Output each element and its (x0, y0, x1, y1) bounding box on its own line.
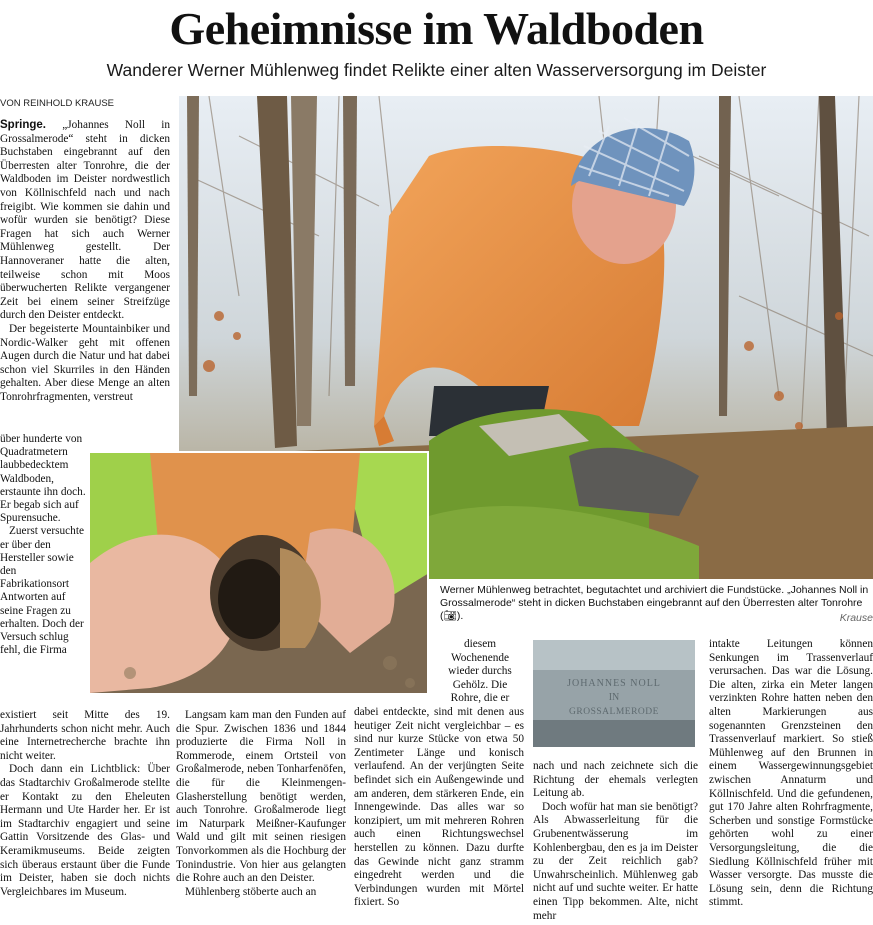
column-1-bottom (0, 709, 170, 899)
svg-text:GROSSALMERODE: GROSSALMERODE (569, 707, 659, 717)
column-1-top (0, 119, 170, 404)
paragraph: Zuerst versuchte er über den Hersteller sowie den Fabrikationsort Antworten auf seine Fragen zu erhalten. Doch der Versuch schlug fehl, die Firma (0, 525, 84, 657)
paragraph: über hunderte von Quadratmetern laubbedecktem Waldboden, erstaunte ihn doch. Er begab sich auf Spurensuche. (0, 433, 86, 525)
paragraph: Mühlenberg stöberte auch an (185, 885, 317, 898)
byline: VON REINHOLD KRAUSE (0, 98, 115, 109)
paragraph: Langsam kam man den Funden auf die Spur. Zwischen 1836 und 1844 produzierte die Firma Noll in Rommerode, einem Ortsteil von Großalmerode, neben Tonharfenöfen, die für die Kleinmengen-Glasherstellung benötigt werden, auch Tonrohre. Großalmerode liegt im Naturpark Meißner-Kaufunger Wald und gilt mit seinen riesigen Tonvorkommen als die Hochburg der Tonindustrie. Von hier aus gelangten die Rohre auch an den Deister. (176, 709, 346, 885)
hands-holding-pipe-illustration (90, 453, 429, 693)
paragraph: Doch dann ein Lichtblick: Über das Stadtarchiv Großalmerode stellte er Kontakt zu den Eheleuten Hermann und Ute Harder her. Er ist im Stadtarchiv engagiert und seine Gattin Vorsitzende des Glas- und Keramikmuseums. Beide zeigten sich überaus erstaunt über die Funde im Deister, haben sie doch nichts Vergleichbares im Museum. (0, 763, 170, 898)
camera-icon: 📷︎ (443, 610, 457, 623)
photo-credit: Krause (839, 612, 873, 624)
svg-text:JOHANNES NOLL: JOHANNES NOLL (567, 678, 661, 689)
paragraph: diesem Wochenende wieder durchs Gehölz. Die Rohre, die er (448, 638, 512, 705)
column-5 (709, 638, 873, 910)
lead-paragraph: Springe. „Johannes Noll in Grossalmerode“ steht in dicken Buchstaben eingebrannt auf den Überresten alter Tonrohre, die der Waldboden im Deister nordwestlich von Köllnischfeld nach und nach freigibt. Wie kommen sie dahin und wofür wurden sie benötigt? Diese Fragen hat sich auch Werner Mühlenweg gestellt. Der Hannoveraner hatte die alten, teilweise schon mit Moos überwucherten Relikte vergangener Zeit bei einem seiner Streifzüge durch den Deister entdeckt. (0, 119, 171, 322)
column-3-narrow (441, 638, 519, 706)
column-2 (176, 709, 346, 899)
column-1-narrow (0, 433, 86, 657)
inset-photo (90, 451, 429, 693)
paragraph: Doch wofür hat man sie benötigt? Als Abwasserleitung für die Grubenentwässerung im Kohlenbergbau, den es ja im Deister zu der Zeit reichlich gab? Unwahrscheinlich. Mühlenweg gab nicht auf und suchte weiter. Er hatte einen Tipp bekommen. Alte, nicht mehr (533, 800, 698, 922)
paragraph: nach und nach zeichnete sich die Richtung der ehemals verlegten Leitung ab. (533, 760, 698, 800)
pipe-stamp-photo (533, 640, 695, 747)
dateline: Springe. (0, 119, 47, 131)
subheadline: Wanderer Werner Mühlenweg findet Relikte einer alten Wasserversorgung im Deister (106, 60, 767, 80)
column-3 (354, 706, 524, 910)
paragraph: dabei entdeckte, sind mit denen aus heutiger Zeit nicht vergleichbar – es sind nur kurze Stücke von etwa 50 Zentimeter Länge und konisch verlaufend. An der verjüngten Seite befindet sich ein Außengewinde und am anderen, dem stärkeren Ende, ein Innengewinde. Das alles war so konzipiert, um mit mehreren Rohren auch einen Richtungswechsel herstellen zu können. Dazu durfte das Gewinde nicht ganz stramm eingedreht werden und die Verbindungen wurden mit Mörtel fixiert. So (354, 706, 524, 909)
pipe-stamp-illustration (533, 640, 695, 747)
photo-caption: Werner Mühlenweg betrachtet, begutachtet und archiviert die Fundstücke. „Johannes Noll in Grossalmerode“ steht in dicken Buchstaben eingebrannt auf den Überresten alter Tonrohre (📷︎). (440, 584, 869, 623)
paragraph: intakte Leitungen können Senkungen im Trassenverlauf verursachen. Das war die Lösung. Die alten, zirka ein Meter langen verzinkten Rohre hatten neben den alten Markierungen aus sogenannten Grenzsteinen den Trassenverlauf markiert. So stieß Mühlenweg auf den Brunnen in einem Wassergewinnungsgebiet zwischen Annaturm und Köllnischfeld. Und die gefundenen, gut 170 Jahre alten Rohrfragmente, Scherben und sonstige Formstücke gehörten wohl zu einer Versorgungsleitung, die die Siedlung Köllnischfeld früher mit Wasser versorgte. Das musste die Lösung sein, denn die Richtung stimmt. (709, 638, 873, 909)
paragraph: Der begeisterte Mountainbiker und Nordic-Walker geht mit offenen Augen durch die Natur und hat dabei schon viel Skurriles in den Händen gehalten. Aber diese Menge an alten Tonrohrfragmenten, verstreut (0, 322, 170, 403)
column-4 (533, 760, 698, 923)
svg-text:IN: IN (608, 692, 620, 703)
headline: Geheimnisse im Waldboden (169, 3, 704, 54)
paragraph: existiert seit Mitte des 19. Jahrhunderts schon nicht mehr. Auch eine Internetrecherche brachte ihn nicht weiter. (0, 709, 170, 762)
